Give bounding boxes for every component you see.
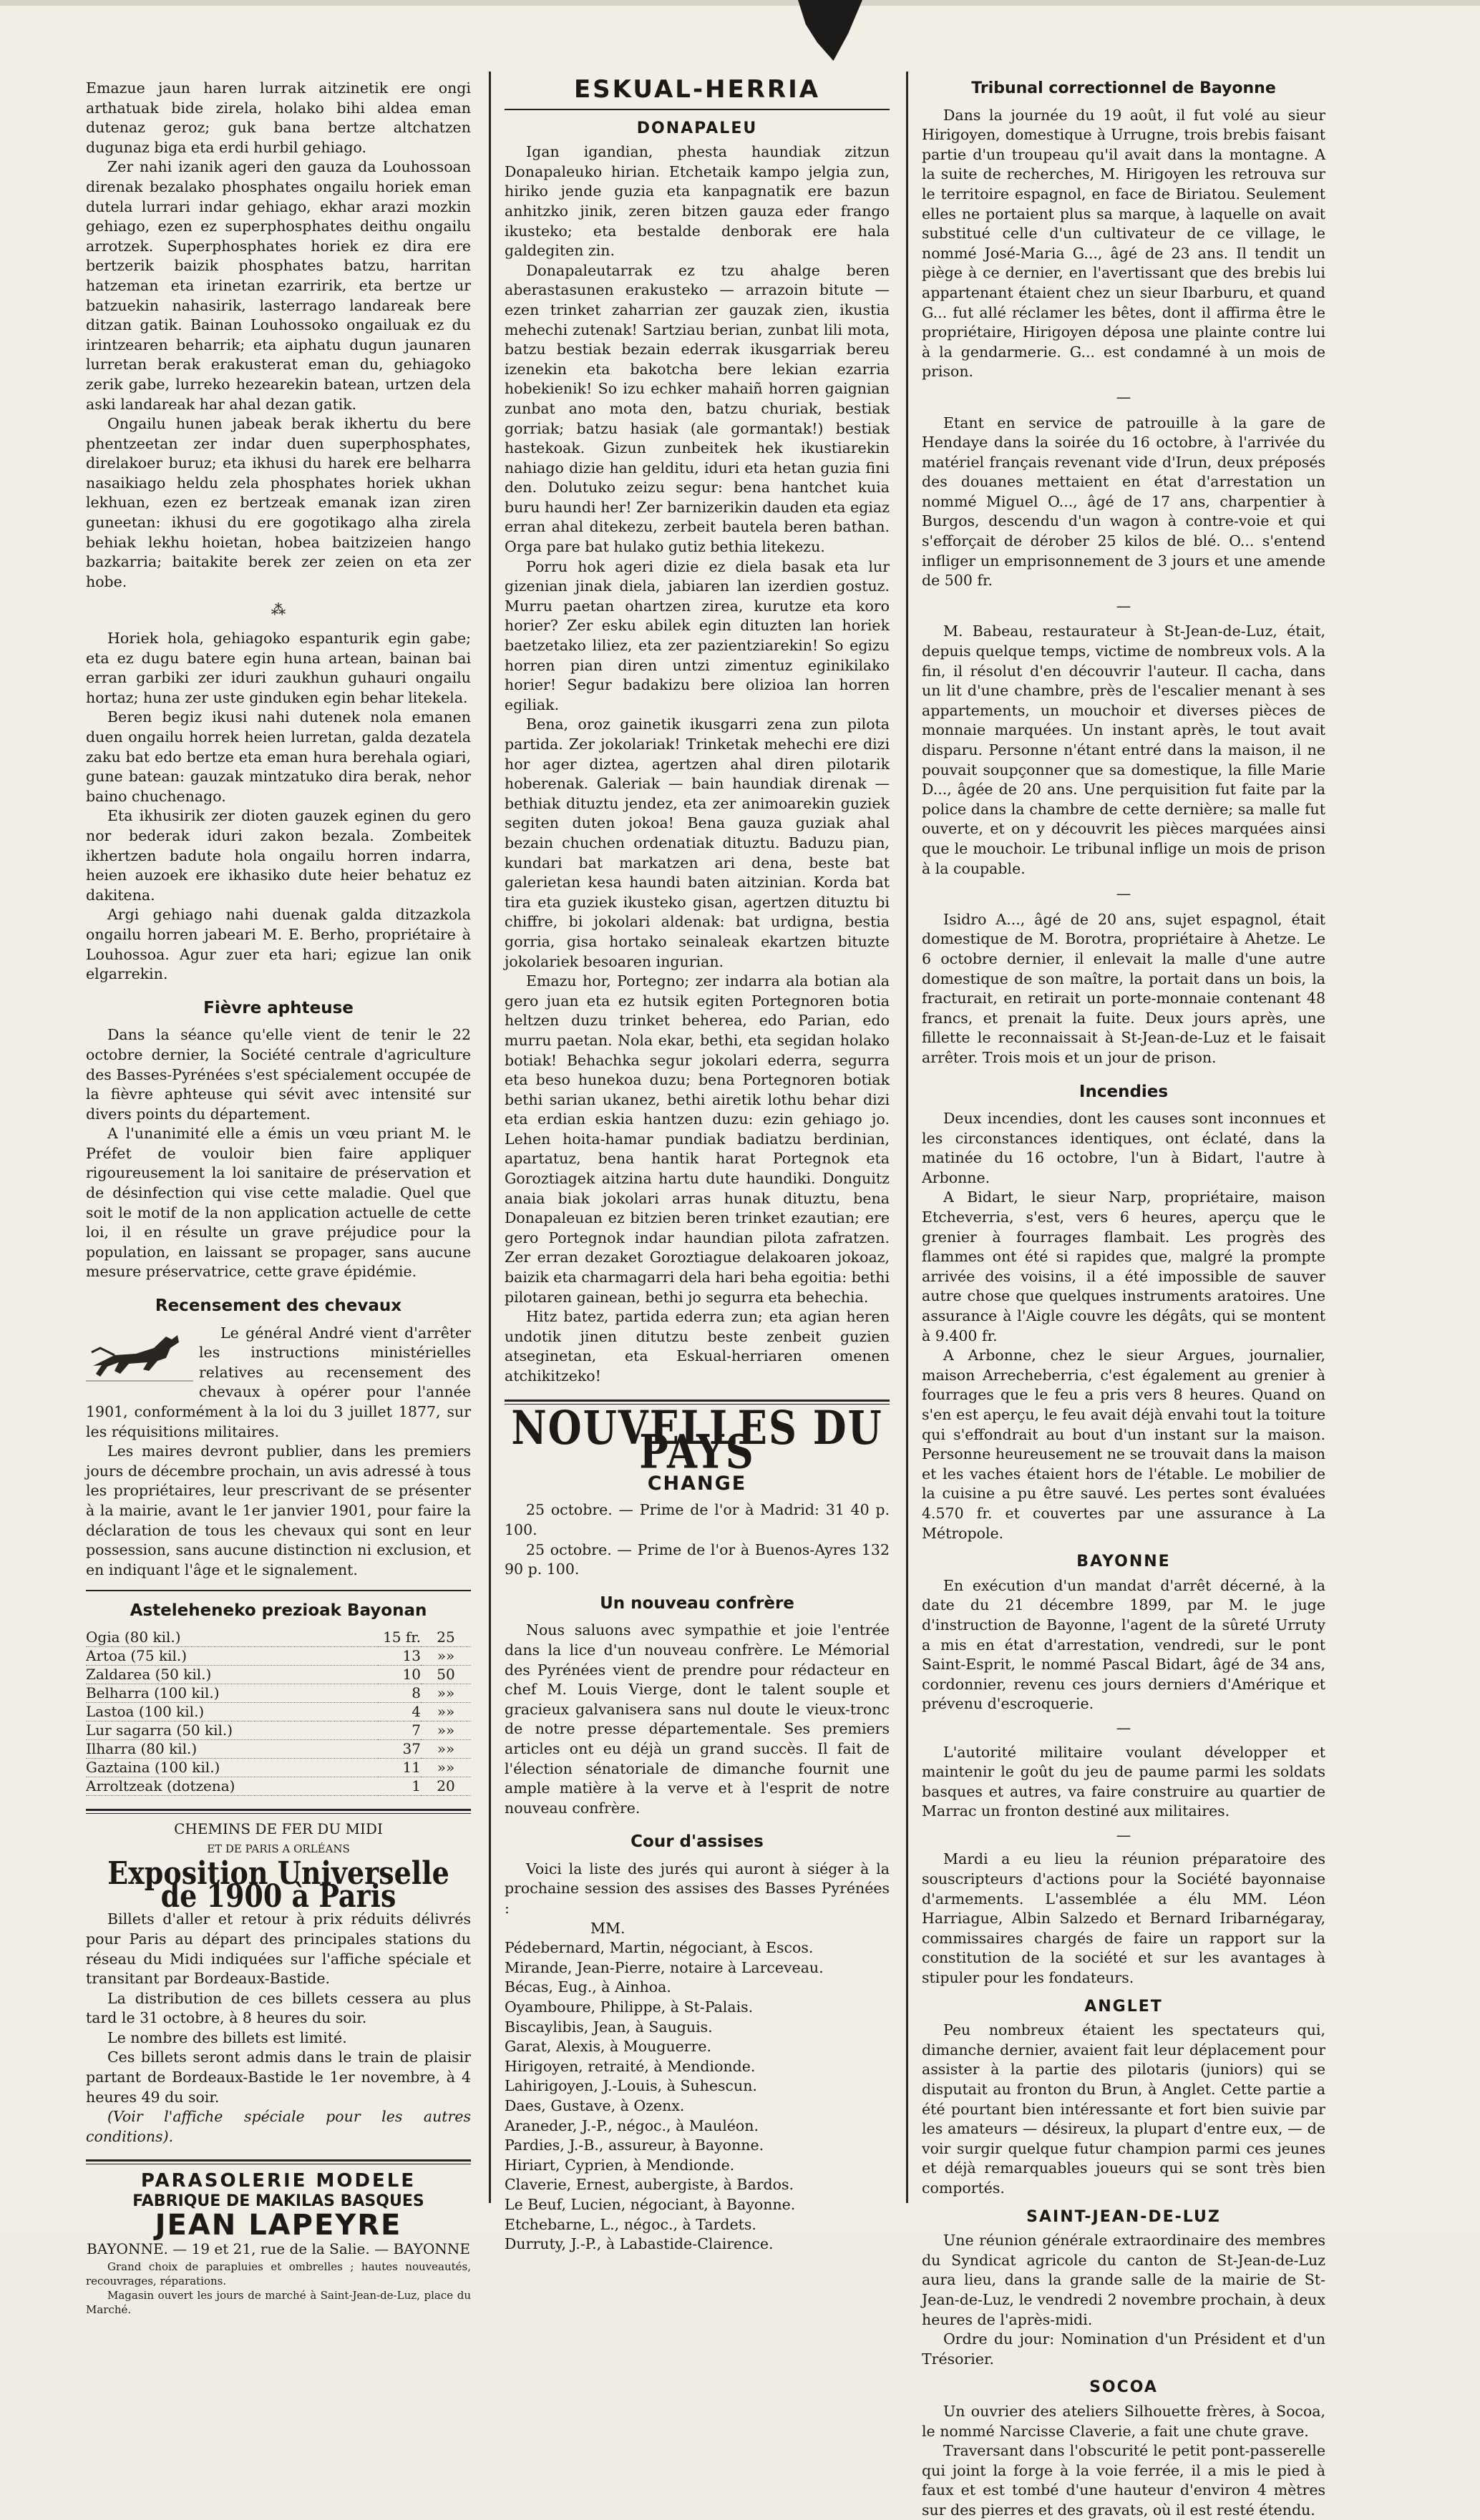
price-value: 8 <box>378 1684 421 1702</box>
masthead: ESKUAL-HERRIA <box>573 75 821 104</box>
price-value: 37 <box>378 1739 421 1758</box>
list-item: Bécas, Eug., à Ainhoa. <box>505 1978 671 1996</box>
asterism-ornament: ⁂ <box>271 601 286 619</box>
list-item: Hiriart, Cyprien, à Mendionde. <box>505 2156 735 2174</box>
list-item: Daes, Gustave, à Ozenx. <box>505 2097 685 2114</box>
price-table <box>86 1628 471 1796</box>
price-row <box>86 1684 471 1702</box>
list-item: Hirigoyen, retraité, à Mendionde. <box>505 2057 756 2075</box>
price-value: 7 <box>378 1721 421 1739</box>
price-item: Lastoa (100 kil.) <box>86 1702 378 1721</box>
section-title: BAYONNE <box>1076 1553 1171 1571</box>
price-cents: 25 <box>421 1628 471 1647</box>
price-row <box>86 1628 471 1647</box>
paragraph: Bena, oroz gainetik ikusgarri zena zun pilota partida. Zer jokolariak! Trinketak mehechi ere dizi hor ager diztea, agertzen ahal diren pilotarik hoberenak. Galeriak — bain haundiak direnak — bethiak dituztu jendez, eta zer animoarekin guziek segiten duten jokoa! Bena gauza guziak ahal bezain chuchen ordenatiak dituztu. Baduzu pian, kundari bat markatzen ari dena, beste bat galerietan kesa haundi baten aitzinian. Korda bat tira eta guziek ikusteko gisan, agertzen dituztu bi chiffre, bi jokolari aldenak: bat urdigna, bestia gorria, gisa hortako seinaleak ekartzen bituzte jokolariek besoaren ingurian. <box>505 716 890 970</box>
price-row <box>86 1777 471 1795</box>
section-title: DONAPALEU <box>636 119 758 137</box>
paragraph: Donapaleutarrak ez tzu ahalge beren aberastasunen erakusteko — arrazoin bitute — ezen trinket zaharrian zer gauzak zien, ikustia mehechi zutenak! Sartziau berian, zunbat lili mota, batzu bestiak bezain ederrak ikusgarriak bereu izenekin eta bakotcha bere lekian ezarria hobekienik! So izu echker mahaiñ horren gaignian zunbat ano mota den, batzu churiak, bestiak gorriak; batzu hasiak (ale gormantak!) bestiak hastekoak. Gizun zunbeitek hek ikustiarekin nahiago dizie han gelditu, iduri eta hetan guzia fini den. Dolutuko zeizu segur: bena hantchet kuia buru haundi her! Zer barnizerikin dauden eta egiaz erran ahal ditekezu, zerbeit bautela beren bathan. Orga pare bat hulako gutiz bethia litekezu. <box>505 261 890 556</box>
price-row <box>86 1702 471 1721</box>
price-row <box>86 1758 471 1777</box>
ad-small-text: Grand choix de parapluies et ombrelles ; hautes nouveautés, recouvrages, réparations. <box>86 2260 471 2287</box>
divider <box>86 1590 471 1591</box>
section-title: SAINT-JEAN-DE-LUZ <box>1026 2207 1221 2226</box>
paragraph: Beren begiz ikusi nahi dutenek nola emanen duen ongailu horrek heien lurretan, galda dezatela zaku bat edo bertze eta eman hura berehala ogiari, gune batean: gauzak mintzatuko dira berak, nehor baino chuchenago. <box>86 708 471 805</box>
nouvelles-heading: NOUVELLES DU PAYS <box>511 1400 883 1479</box>
price-value: 13 <box>378 1646 421 1665</box>
ad-shop-line: PARASOLERIE MODELE <box>140 2170 417 2192</box>
list-item: Oyamboure, Philippe, à St-Palais. <box>505 1998 754 2016</box>
paragraph: Emazue jaun haren lurrak aitzinetik ere ongi arthatuak bide zirela, holako bihi aldea eman dutenaz geroz; guk bana bertze altchatzen dugunaz biga eta erdi hurbil gehiago. <box>86 79 471 156</box>
price-cents: »» <box>421 1646 471 1665</box>
ad-note: (Voir l'affiche spéciale pour les autres conditions). <box>86 2108 471 2145</box>
running-horse-illustration <box>86 1327 193 1384</box>
price-item: Zaldarea (50 kil.) <box>86 1665 378 1684</box>
paragraph: Argi gehiago nahi duenak galda ditzazkola ongailu horren jabeari M. E. Berho, propriétaire à Louhossoa. Agur zuer eta hari; egizue lan onik elgarrekin. <box>86 906 471 983</box>
small-rule: — <box>1116 885 1131 903</box>
paragraph: A Arbonne, chez le sieur Argues, journalier, maison Arrecheberria, c'est également au grenier à fourrages que le feu a pris vers 8 heures. Quand on s'en est aperçu, le feu avait déjà envahi tout la toiture qui s'effondrait au bout d'un instant sur la maison. Personne heureusement ne se trouvait dans la maison et les vaches étaient hors de l'étable. Le mobilier de la cuisine a pu être sauvé. Les pertes sont évaluées 4.570 fr. et couvertes par une assurance à La Métropole. <box>922 1347 1325 1542</box>
price-item: Arroltzeak (dotzena) <box>86 1777 378 1795</box>
paragraph: Isidro A..., âgé de 20 ans, sujet espagnol, était domestique de M. Borotra, propriétaire à Ahetze. Le 6 octobre dernier, il enlevait la malle d'une autre domestique de son maître, la portait dans un bois, la fracturait, en retirait un porte-monnaie contenant 48 francs, et prenait la fuite. Deux jours après, une fillette le reconnaissait à St-Jean-de-Luz et le faisait arrêter. Trois mois et un jour de prison. <box>922 910 1325 1066</box>
paragraph: A l'unanimité elle a émis un vœu priant M. le Préfet de vouloir bien faire appliquer rigoureusement la loi sanitaire de préservation et de désinfection qui vise cette maladie. Quel que soit le motif de la non application actuelle de cette loi, il en résulte un grave préjudice pour la population, en laissant se propager, sans aucune mesure préservatrice, cette grave épidémie. <box>86 1125 471 1281</box>
paragraph: Zer nahi izanik ageri den gauza da Louhossoan direnak bezalako phosphates ongailu horiek eman dutela lurrari indar gehiago, ekhar arazi mozkin gehiago, ezen ez superphosphates deithu ongailu arrotzek. Superphosphates horiek ez dira ere bertzerik baizik phosphates batzu, harritan hatzeman eta irinetan ezarririk, eta bertze ur batzuekin nahasirik, lasterrago landareak bere ditzan gatik. Bainan Louhossoko ongailuak ez du irintzearen beharrik; eta aiphatu dugun jaunaren lurretan berak erakusterat eman du, gehiagoko zerik gabe, lurreko hezearekin batean, urtzen dela aski landareak har ahal dezan gatik. <box>86 158 471 413</box>
price-value: 10 <box>378 1665 421 1684</box>
price-cents: 50 <box>421 1665 471 1684</box>
section-title: Recensement des chevaux <box>155 1296 402 1316</box>
column-left <box>86 79 471 2316</box>
price-item: Artoa (75 kil.) <box>86 1646 378 1665</box>
price-value: 11 <box>378 1758 421 1777</box>
section-title: ANGLET <box>1084 1997 1163 2016</box>
paragraph: Mardi a eu lieu la réunion préparatoire des souscripteurs d'actions pour la Société bayonnaise d'armements. L'assemblée a élu MM. Léon Harriague, Albin Salzedo et Bernard Iribarnégaray, commissaires chargés de faire un rapport sur la constitution de la société et sur les avantages à stipuler pour les fondateurs. <box>922 1850 1325 1987</box>
list-item: Biscaylibis, Jean, à Sauguis. <box>505 2018 713 2036</box>
paragraph: Porru hok ageri dizie ez diela basak eta lur gizenian jinak diela, jabiaren lan izerdien gostuz. Murru paetan ohartzen zirea, kurutze eta koro horier? Zer esku abilek egin dituzten lan horiek baetzetako liliez, eta zer pazientziarekin! So egizu horren pian diren untzi zimentuz eginikilako horier! Segur badakizu bere olizioa lan horren egiliak. <box>505 557 890 713</box>
ad-exposition-title: Exposition Universelle de 1900 à Paris <box>107 1854 449 1915</box>
page-top-edge <box>0 0 1480 6</box>
paragraph: Dans la journée du 19 août, il fut volé au sieur Hirigoyen, domestique à Urrugne, trois brebis faisant partie d'un troupeau qu'il avait dans la montagne. A la suite de recherches, M. Hirigoyen les retrouva sur le territoire espagnol, en face de Biriatou. Seulement elles ne portaient plus sa marque, à laquelle on avait substitué celle d'un cultivateur de ce village, le nommé José-Maria G..., âgé de 23 ans. Il tendit un piège à ce dernier, en l'avertissant que des brebis lui appartenant étaient chez un sieur Ibarburu, et quand G... fut allé réclamer les bêtes, dont il affirma être le propriétaire, Hirigoyen déposa une plainte contre lui à la gendarmerie. G... est condamné à un mois de prison. <box>922 106 1325 381</box>
paragraph: 25 octobre. — Prime de l'or à Madrid: 31 40 p. 100. <box>505 1501 890 1538</box>
paragraph: Une réunion générale extraordinaire des membres du Syndicat agricole du canton de St-Jean-de-Luz aura lieu, dans la grande salle de la mairie de St-Jean-de-Luz, le vendredi 2 novembre prochain, à deux heures de l'après-midi. <box>922 2232 1325 2328</box>
price-cents: »» <box>421 1739 471 1758</box>
paragraph: Le nombre des billets est limité. <box>107 2028 347 2046</box>
torn-paper-notch <box>798 0 862 61</box>
divider <box>505 109 890 110</box>
paragraph: Etant en service de patrouille à la gare de Hendaye dans la soirée du 16 octobre, à l'arrivée du matériel français revenant vide d'Irun, deux préposés des douanes mettaient en état d'arrestation un nommé Miguel O..., âgé de 17 ans, charpentier à Burgos, descendu d'un wagon à contre-voie et qui s'efforçait de dérober 25 kilos de blé. O... s'entend infliger un emprisonnement de 3 jours et une amende de 500 fr. <box>922 414 1325 590</box>
price-value: 1 <box>378 1777 421 1795</box>
section-title: Tribunal correctionnel de Bayonne <box>971 79 1276 97</box>
price-cents: »» <box>421 1721 471 1739</box>
paragraph: Les maires devront publier, dans les premiers jours de décembre prochain, un avis adressé à tous les propriétaires, leur prescrivant de se présenter à la mairie, avant le 1er janvier 1901, pour faire la déclaration de tous les chevaux qui sont en leur possession, sans aucune distinction ni exclusion, et en indiquant l'âge et le signalement. <box>86 1442 471 1578</box>
paragraph: MM. <box>590 1919 625 1937</box>
list-item: Garat, Alexis, à Mouguerre. <box>505 2038 712 2056</box>
price-row <box>86 1721 471 1739</box>
paragraph: Horiek hola, gehiagoko espanturik egin gabe; eta ez dugu batere egin huna artean, bainan bai erran garbiki zer iduri zaukhun guhauri ongailu hortaz; huna zer uste ginduken egin behar litekela. <box>86 630 471 706</box>
small-rule: — <box>1116 1826 1131 1844</box>
paragraph: Ces billets seront admis dans le train de plaisir partant de Bordeaux-Bastide le 1er novembre, à 4 heures 49 du soir. <box>86 2048 471 2106</box>
paragraph: Ongailu hunen jabeak berak ikhertu du bere phentzeetan zer indar duen superphosphates, direlakoer buruz; eta ikhusi du harek ere belharra nasaikiago heldu zela phosphates horiek ukhan lekhuan, ezen ez bertzeak emanak izan ziren guneetan: ikhusi du ere gogotikago alha zirela behiak lekhu hoietan, hobea baitzizeien hango bazkarria; baitakite berek zer zeien on eta zer hobe. <box>86 415 471 590</box>
list-item: Pardies, J.-B., assureur, à Bayonne. <box>505 2136 764 2154</box>
section-title: SOCOA <box>1089 2378 1158 2397</box>
list-item: Lahirigoyen, J.-Louis, à Suhescun. <box>505 2077 757 2095</box>
column-rule <box>906 72 908 2203</box>
paragraph: Igan igandian, phesta haundiak zitzun Donapaleuko hirian. Etchetaik kampo jelgia zun, hiriko jende guzia eta kanpagnatik ere bazun anhitzko jinik, zeren bitzen gauza eder frango ikusteko; eta bestalde denborak ere hala galdegiten zin. <box>505 143 890 260</box>
paragraph: L'autorité militaire voulant développer et maintenir le goût du jeu de paume parmi les soldats basques et autres, va faire construire au quartier de Marrac un fronton destiné aux militaires. <box>922 1743 1325 1820</box>
double-divider <box>86 2159 471 2164</box>
price-row <box>86 1665 471 1684</box>
paragraph: Emazu hor, Portegno; zer indarra ala botian ala gero juan eta ez hutsik egiten Portegnoren botia heltzen duzu trinket beherea, edo Parian, edo murru paetan. Nola ekar, bethi, eta segidan holako botiak! Behachka segur jokolari ederra, segurra eta beso hunekoa duzu; bena Portegnoren botiak bethi sarian ukanez, bethi airetik lothu behar dizi eta erdian eskia hantzen duzu: ezin gehiago jo. Lehen hoita-hamar pundiak badiatzu berdinian, apartatuz, bena hantik harat Portegnok eta Goroztiagek aitzina hartu dute haundiki. Donguitz anaia biak jokolari arras hunak dituztu, bena Donapaleuan ez bitzien beren trinket ezautian; ere gero Portegnok indar haundian pilota zafratzen. Zer erran dezaket Goroztiague delakoaren jokoaz, baizik eta charmagarri dela hari beha egoitia: bethi pilotaren gainean, bethi jo segurra eta behechia. <box>505 972 890 1306</box>
price-cents: »» <box>421 1758 471 1777</box>
small-rule: — <box>1116 1719 1131 1737</box>
list-item: Claverie, Ernest, aubergiste, à Bardos. <box>505 2176 794 2194</box>
paragraph: Ordre du jour: Nomination d'un Président et d'un Trésorier. <box>922 2330 1325 2368</box>
paragraph: Hitz batez, partida ederra zun; eta agian heren undotik jinen ditutzu beste zenbeit guzien atseginetan, eta Eskual-herriaren omenen atchikitzeko! <box>505 1308 890 1384</box>
small-rule: — <box>1116 597 1131 615</box>
section-title: Fièvre aphteuse <box>203 998 354 1017</box>
ad-railway-subheader: ET DE PARIS A ORLÉANS <box>207 1842 350 1855</box>
ad-railway-header: CHEMINS DE FER DU MIDI <box>174 1820 383 1837</box>
paragraph: Peu nombreux étaient les spectateurs qui, dimanche dernier, avaient fait leur déplacement pour assister à la partie des pilotaris (juniors) qui se disputait au fronton du Brun, à Anglet. Cette partie a été pourtant bien intéressante et fort bien suivie par les amateurs — désireux, la plupart d'entre eux, — de voir surgir quelque futur champion parmi ces jeunes et déjà remarquables joueurs qui se sont très bien comportés. <box>922 2021 1325 2197</box>
double-divider <box>86 1809 471 1814</box>
ad-shop-address: BAYONNE. — 19 et 21, rue de la Salie. — BAYONNE <box>87 2240 470 2258</box>
jury-list <box>505 1938 890 2255</box>
ad-small-text: Magasin ouvert les jours de marché à Saint-Jean-de-Luz, place du Marché. <box>86 2288 471 2316</box>
price-item: Belharra (100 kil.) <box>86 1684 378 1702</box>
paragraph: En exécution d'un mandat d'arrêt décerné, à la date du 21 décembre 1899, par M. le juge d'instruction de Bayonne, l'agent de la sûreté Urruty a mis en état d'arrestation, vendredi, sur le pont Saint-Esprit, le nommé Pascal Bidart, âgé de 34 ans, cordonnier, revenu ces jours derniers d'Amérique et prévenu d'escroquerie. <box>922 1576 1325 1713</box>
price-item: Gaztaina (100 kil.) <box>86 1758 378 1777</box>
ad-shop-subline: FABRIQUE DE MAKILAS BASQUES <box>132 2192 424 2211</box>
price-cents: 20 <box>421 1777 471 1795</box>
paragraph: Nous saluons avec sympathie et joie l'entrée dans la lice d'un nouveau confrère. Le Mémorial des Pyrénées vient de prendre pour rédacteur en chef M. Louis Vierge, dont le talent souple et gracieux galvanisera sans nul doute le vieux-tronc de notre presse départementale. Ses premiers articles ont eu déjà un grand succès. Il fait de l'élection sénatoriale de dimanche fournit une ample matière à la verve et à l'esprit de notre nouveau confrère. <box>505 1621 890 1817</box>
paragraph: Un ouvrier des ateliers Silhouette frères, à Socoa, le nommé Narcisse Claverie, a fait une chute grave. <box>922 2402 1325 2440</box>
price-item: Ogia (80 kil.) <box>86 1628 378 1647</box>
paragraph: A Bidart, le sieur Narp, propriétaire, maison Etcheverria, s'est, vers 6 heures, aperçu que le grenier à fourrages flambait. Les progrès des flammes ont été si rapides que, malgré la prompte arrivée des voisins, il a été impossible de sauver autre chose que quelques instruments aratoires. Une assurance à l'Aigle couvre les dégâts, qui se montent à 9.400 fr. <box>922 1188 1325 1344</box>
list-item: Durruty, J.-P., à Labastide-Clairence. <box>505 2235 774 2253</box>
ad-shop-name: JEAN LAPEYRE <box>155 2208 402 2242</box>
column-rule <box>489 72 491 2203</box>
small-rule: — <box>1116 388 1131 406</box>
paragraph: Deux incendies, dont les causes sont inconnues et les circonstances identiques, ont éclaté, dans la matinée du 16 octobre, l'un à Bidart, l'autre à Arbonne. <box>922 1110 1325 1186</box>
price-cents: »» <box>421 1684 471 1702</box>
price-value: 15 fr. <box>378 1628 421 1647</box>
paragraph: Dans la séance qu'elle vient de tenir le 22 octobre dernier, la Société centrale d'agriculture des Basses-Pyrénées s'est spécialement occupée de la fièvre aphteuse qui sévit avec intensité sur divers points du département. <box>86 1026 471 1123</box>
paragraph: Traversant dans l'obscurité le petit pont-passerelle qui joint la forge à la voie ferrée, il a mis le pied à faux et est tombé d'une hauteur d'environ 4 mètres sur des pierres et des gravats, où il est resté étendu. <box>922 2442 1325 2519</box>
section-title: Incendies <box>1079 1082 1169 1101</box>
paragraph: 25 octobre. — Prime de l'or à Buenos-Ayres 132 90 p. 100. <box>505 1540 890 1578</box>
paragraph: Voici la liste des jurés qui auront à siéger à la prochaine session des assises des Basses Pyrénées : <box>505 1860 890 1918</box>
price-value: 4 <box>378 1702 421 1721</box>
paragraph: La distribution de ces billets cessera au plus tard le 31 octobre, à 8 heures du soir. <box>86 1989 471 2027</box>
price-item: Lur sagarra (50 kil.) <box>86 1721 378 1739</box>
paragraph: Eta ikhusirik zer dioten gauzek eginen du gero nor bederak iduri zakon bezala. Zombeitek ikhertzen badute hola ongailu horren indarra, heien auzoek ere ikhasiko dute heier behatuz ez dakitena. <box>86 807 471 904</box>
paragraph: M. Babeau, restaurateur à St-Jean-de-Luz, était, depuis quelque temps, victime de nombreux vols. A la fin, il résolut d'en découvrir l'auteur. Il cacha, dans un lit d'une chambre, près de l'escalier menant à ses appartements, un mouchoir et diverses pièces de monnaie marquées. Un instant après, le tout avait disparu. Personne n'étant entré dans la maison, il ne pouvait soupçonner que sa domestique, la fille Marie D..., âgée de 20 ans. Une perquisition fut faite par la police dans la chambre de cette dernière; sa malle fut ouverte, et on y découvrit les pièces marquées ainsi que le mouchoir. Le tribunal inflige un mois de prison à la coupable. <box>922 622 1325 877</box>
price-row <box>86 1739 471 1758</box>
paragraph: Billets d'aller et retour à prix réduits délivrés pour Paris au départ des principales stations du réseau du Midi indiquées sur l'affiche spéciale et transitant par Bordeaux-Bastide. <box>86 1910 471 1988</box>
section-title: CHANGE <box>647 1472 747 1495</box>
price-item: Ilharra (80 kil.) <box>86 1739 378 1758</box>
list-item: Araneder, J.-P., négoc., à Mauléon. <box>505 2116 759 2134</box>
list-item: Etchebarne, L., négoc., à Tardets. <box>505 2215 756 2233</box>
column-right <box>922 79 1325 2519</box>
section-title: Un nouveau confrère <box>600 1593 794 1613</box>
price-cents: »» <box>421 1702 471 1721</box>
section-title: Asteleheneko prezioak Bayonan <box>130 1601 427 1621</box>
section-title: Cour d'assises <box>631 1832 764 1852</box>
price-row <box>86 1646 471 1665</box>
list-item: Mirande, Jean-Pierre, notaire à Larceveau. <box>505 1958 824 1976</box>
list-item: Pédebernard, Martin, négociant, à Escos. <box>505 1939 814 1957</box>
list-item: Le Beuf, Lucien, négociant, à Bayonne. <box>505 2195 796 2213</box>
paragraph: Le général André vient d'arrêter les instructions ministérielles relatives au recensement des chevaux à opérer pour l'année 1901, conformément à la loi du 3 juillet 1877, sur les réquisitions militaires. <box>86 1324 471 1440</box>
column-middle <box>505 75 890 2253</box>
